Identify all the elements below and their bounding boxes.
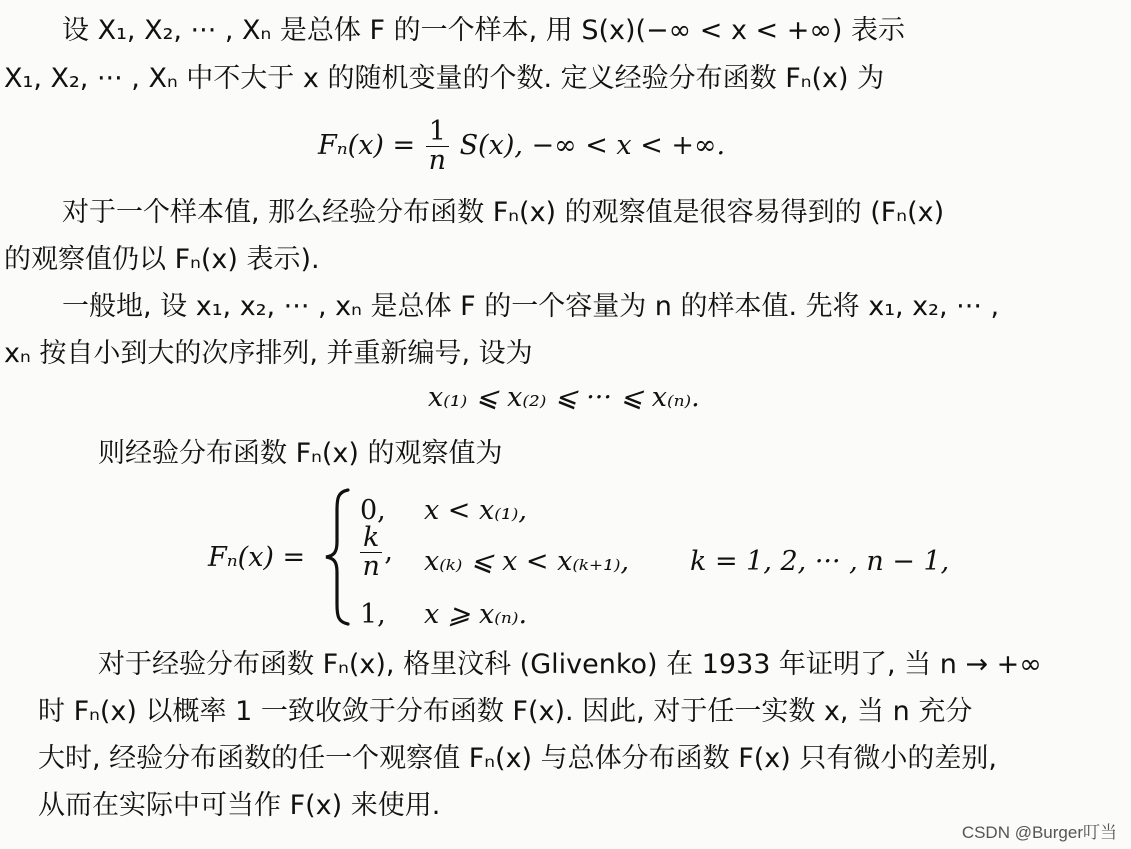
paragraph-line-11: 从而在实际中可当作 F(x) 来使用. [38, 790, 441, 821]
piecewise-case-3 [360, 598, 386, 632]
formula-order-statistics: x₍₁₎ ⩽ x₍₂₎ ⩽ ··· ⩽ x₍ₙ₎. [428, 382, 700, 413]
paragraph-line-5: 一般地, 设 x₁, x₂, ··· , xₙ 是总体 F 的一个容量为 n 的样本值. 先将 x₁, x₂, ··· , [62, 291, 1000, 322]
left-brace-icon [322, 486, 354, 628]
paragraph-line-1: 设 X₁, X₂, ··· , Xₙ 是总体 F 的一个样本, 用 S(x)(−∞ < x < +∞) 表示 [62, 15, 905, 46]
formula-empirical-cdf-fraction [426, 118, 449, 175]
paragraph-line-7: 则经验分布函数 Fₙ(x) 的观察值为 [98, 438, 503, 469]
piecewise-case-2: $\frac{k}{n}$ , [358, 524, 393, 581]
paragraph-line-10: 大时, 经验分布函数的任一个观察值 Fₙ(x) 与总体分布函数 F(x) 只有微小的差别, [38, 743, 997, 774]
paragraph-line-6: xₙ 按自小到大的次序排列, 并重新编号, 设为 [4, 338, 533, 369]
formula-fraction-numerator: 1 [426, 118, 449, 147]
case-2-condition: x₍ₖ₎ ⩽ x < x₍ₖ₊₁₎, [424, 546, 630, 577]
formula-empirical-cdf-lhs: Fₙ(x) = [318, 130, 416, 161]
paragraph-line-3: 对于一个样本值, 那么经验分布函数 Fₙ(x) 的观察值是很容易得到的 (Fₙ(x) [62, 197, 945, 228]
case-2-fraction [360, 524, 382, 581]
case-1-condition: x < x₍₁₎, [424, 495, 527, 526]
case-2-range: k = 1, 2, ··· , n − 1, [690, 546, 950, 577]
formula-empirical-cdf-rhs: S(x), −∞ < x < +∞. [459, 130, 726, 161]
watermark: CSDN @Burger叮当 [961, 823, 1117, 842]
case-3-condition: x ⩾ x₍ₙ₎. [424, 599, 528, 630]
formula-fraction-denominator: n [428, 145, 447, 176]
formula-empirical-cdf [318, 118, 725, 175]
paragraph-line-9: 时 Fₙ(x) 以概率 1 一致收敛于分布函数 F(x). 因此, 对于任一实数 x, 当 n 充分 [38, 696, 973, 727]
case-1-value: 0, [360, 495, 386, 526]
case-2-numerator: k [360, 524, 382, 553]
paragraph-line-8: 对于经验分布函数 Fₙ(x), 格里汶科 (Glivenko) 在 1933 年证明了, 当 n → +∞ [98, 649, 1042, 680]
case-2-denominator: n [362, 551, 380, 582]
case-3-value: 1, [360, 599, 386, 630]
paragraph-line-2: X₁, X₂, ··· , Xₙ 中不大于 x 的随机变量的个数. 定义经验分布函数 Fₙ(x) 为 [4, 63, 885, 94]
formula-piecewise-lhs: Fₙ(x) = [208, 542, 306, 573]
paragraph-line-4: 的观察值仍以 Fₙ(x) 表示). [4, 244, 320, 275]
